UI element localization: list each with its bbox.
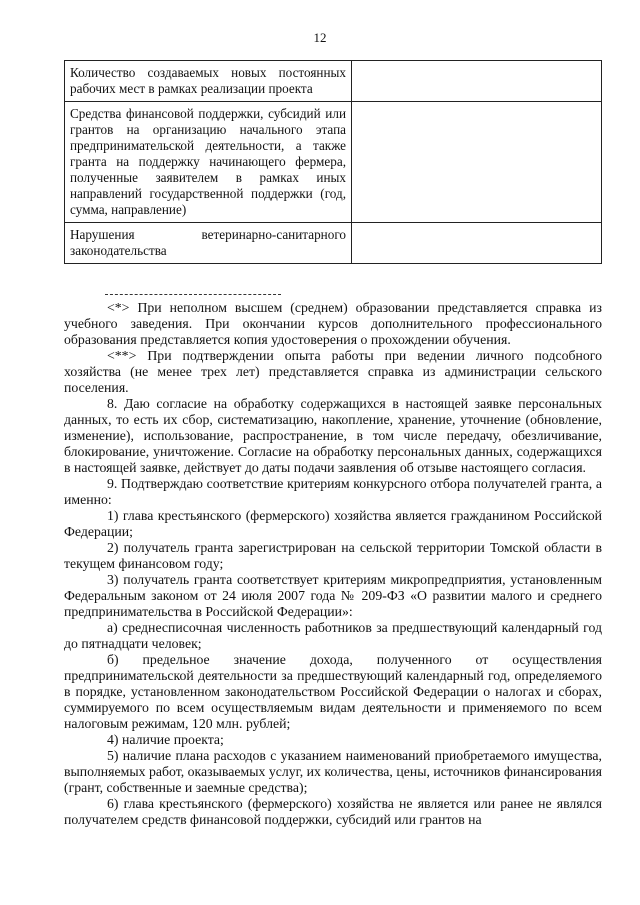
paragraph-8-consent: 8. Даю согласие на обработку содержащихся в настоящей заявке персональных данных, то есть их сбор, систематизацию, накопление, хранение, уточнение (обновление, изменение), использование, распространение, в том числе передачу, обезличивание, блокирование, уничтожение. Согласие на обработку персональных данных, содержащихся в настоящей заявке, действует до даты подачи заявления об отзыве настоящего согласия. [64,396,602,475]
info-table [64,60,602,264]
footnote-1: <*> При неполном высшем (среднем) образовании представляется справка из учебного заведения. При окончании курсов дополнительного профессионального образования представляется копия удостоверения о прохождении обучения. [64,300,602,347]
criterion-6: 6) глава крестьянского (фермерского) хозяйства не является или ранее не являлся получателем средств финансовой поддержки, субсидий или грантов на [64,796,602,827]
row-value-violations [352,223,602,264]
row-value-jobs [352,61,602,102]
criterion-3a: а) среднесписочная численность работников за предшествующий календарный год до пятнадцати человек; [64,620,602,651]
criterion-5: 5) наличие плана расходов с указанием наименований приобретаемого имущества, выполняемых работ, оказываемых услуг, их количества, цены, источников финансирования (грант, собственные и заемные средства); [64,748,602,795]
table-row [65,102,602,223]
row-label-violations: Нарушения ветеринарно-санитарного законодательства [65,223,352,264]
table-row [65,61,602,102]
paragraph-9-criteria: 9. Подтверждаю соответствие критериям конкурсного отбора получателей гранта, а именно: [64,476,602,507]
criterion-2: 2) получатель гранта зарегистрирован на сельской территории Томской области в текущем финансовом году; [64,540,602,571]
document-body [64,300,602,828]
row-label-jobs: Количество создаваемых новых постоянных рабочих мест в рамках реализации проекта [65,61,352,102]
footnote-separator [105,294,281,295]
criterion-4: 4) наличие проекта; [107,732,224,747]
criterion-1: 1) глава крестьянского (фермерского) хозяйства является гражданином Российской Федерации; [64,508,602,539]
table-row [65,223,602,264]
row-value-support-funds [352,102,602,223]
row-label-support-funds: Средства финансовой поддержки, субсидий или грантов на организацию начального этапа предпринимательской деятельности, а также гранта на поддержку начинающего фермера, полученные заявителем в рамках иных направлений государственной поддержки (год, сумма, направление) [65,102,352,223]
page-number: 12 [313,30,327,45]
footnote-2: <**> При подтверждении опыта работы при ведении личного подсобного хозяйства (не менее трех лет) представляется справка из администрации сельского поселения. [64,348,602,395]
criterion-3b: б) предельное значение дохода, полученного от осуществления предпринимательской деятельности за предшествующий календарный год, определяемого в порядке, установленном законодательством Российской Федерации о налогах и сборах, суммируемого по всем осуществляемым видам деятельности и применяемого по всем налоговым режимам, 120 млн. рублей; [64,652,602,731]
criterion-3: 3) получатель гранта соответствует критериям микропредприятия, установленным Федеральным законом от 24 июля 2007 года № 209-ФЗ «О развитии малого и среднего предпринимательства в Российской Федерации»: [64,572,602,619]
